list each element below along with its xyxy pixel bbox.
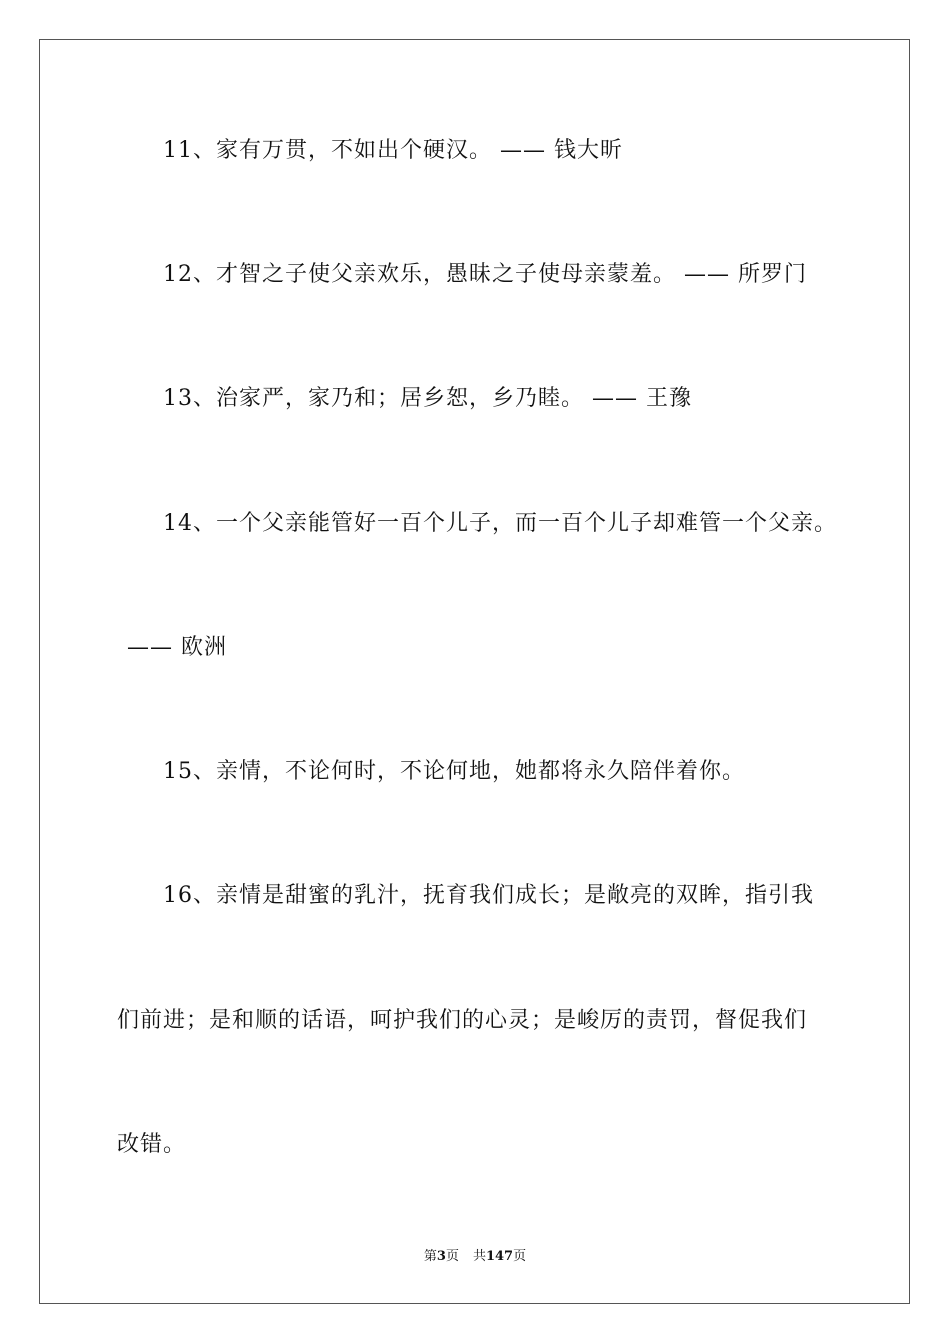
quote-15: 15、亲情，不论何时，不论何地，她都将永久陪伴着你。 — [163, 759, 745, 784]
quote-11: 11、家有万贯，不如出个硬汉。 —— 钱大昕 — [163, 138, 623, 163]
footer-total-prefix: 共 — [472, 1249, 486, 1264]
quote-14-attribution: —— 欧洲 — [127, 635, 227, 660]
page-footer — [0, 1248, 950, 1266]
page-border — [39, 39, 910, 1304]
quote-14: 14、一个父亲能管好一百个儿子，而一百个儿子却难管一个父亲。 — [163, 511, 837, 536]
quote-12: 12、才智之子使父亲欢乐，愚昧之子使母亲蒙羞。 —— 所罗门 — [163, 262, 807, 287]
footer-total-pages: 147 — [485, 1249, 514, 1264]
quote-16-line-1: 16、亲情是甜蜜的乳汁，抚育我们成长；是敞亮的双眸，指引我 — [163, 883, 814, 908]
footer-page-suffix: 页 — [445, 1249, 459, 1264]
footer-page-number: 3 — [436, 1249, 446, 1264]
quote-16-line-3: 改错。 — [117, 1132, 187, 1157]
footer-page-prefix: 第 — [423, 1249, 437, 1264]
quote-13: 13、治家严，家乃和；居乡恕，乡乃睦。 —— 王豫 — [163, 386, 692, 411]
quote-16-line-2: 们前进；是和顺的话语，呵护我们的心灵；是峻厉的责罚，督促我们 — [117, 1008, 808, 1033]
footer-total-suffix: 页 — [513, 1249, 527, 1264]
